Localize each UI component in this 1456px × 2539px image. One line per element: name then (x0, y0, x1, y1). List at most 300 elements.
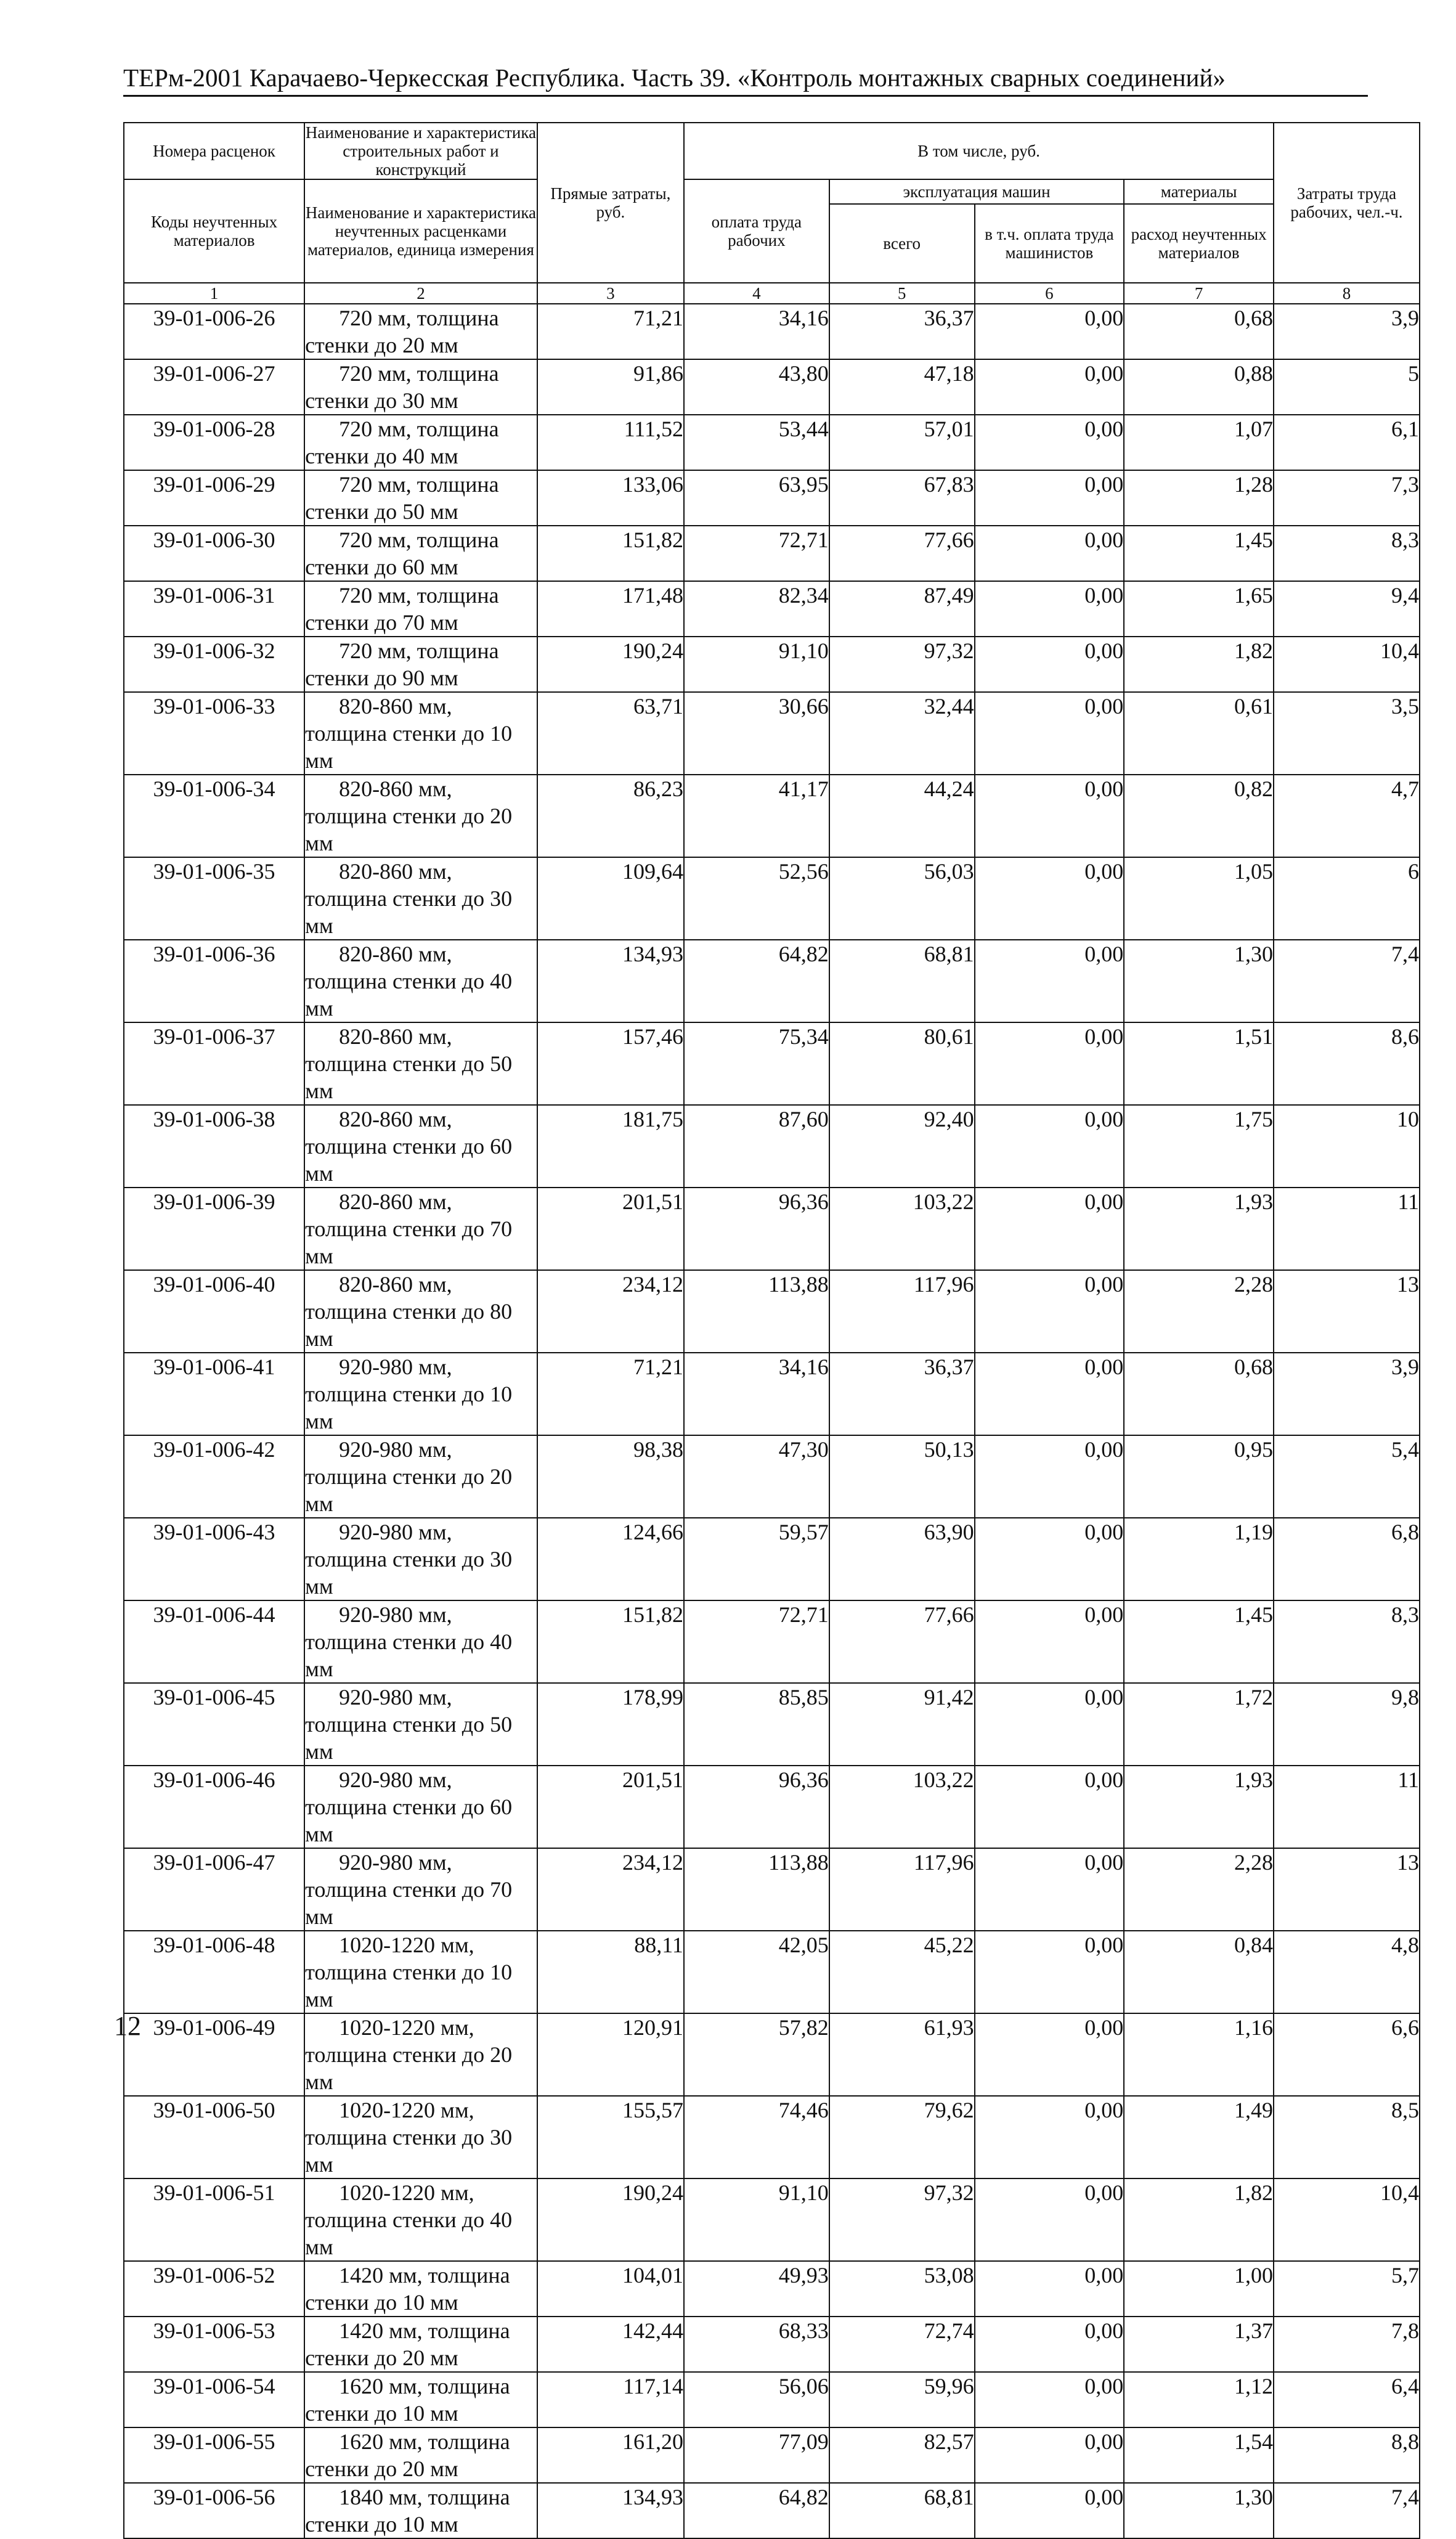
table-row (124, 2013, 1420, 2096)
rate-code: 39-01-006-31 (124, 581, 304, 637)
machines-total-cell: 97,32 (829, 2178, 975, 2261)
labor-hours-cell: 6,1 (1274, 415, 1420, 470)
machines-total-cell: 56,03 (829, 857, 975, 940)
machines-total-cell: 68,81 (829, 2483, 975, 2538)
labor-hours-cell: 4,7 (1274, 775, 1420, 857)
labor-pay-cell: 77,09 (684, 2427, 829, 2483)
machinists-pay-cell: 0,00 (975, 415, 1125, 470)
labor-pay-cell: 96,36 (684, 1188, 829, 1270)
column-number: 6 (975, 283, 1125, 304)
table-body (124, 304, 1420, 2538)
labor-hours-cell: 3,9 (1274, 1353, 1420, 1435)
table-row (124, 304, 1420, 359)
machinists-pay-cell: 0,00 (975, 526, 1125, 581)
machinists-pay-cell: 0,00 (975, 1931, 1125, 2013)
work-description: 920-980 мм, толщина стенки до 20 мм (304, 1435, 537, 1518)
work-description: 820-860 мм, толщина стенки до 60 мм (304, 1105, 537, 1188)
machines-total-cell: 36,37 (829, 1353, 975, 1435)
work-description: 920-980 мм, толщина стенки до 50 мм (304, 1683, 537, 1766)
labor-hours-cell: 5,7 (1274, 2261, 1420, 2317)
direct-costs-cell: 109,64 (537, 857, 684, 940)
table-row (124, 1848, 1420, 1931)
work-description: 920-980 мм, толщина стенки до 30 мм (304, 1518, 537, 1600)
machines-total-cell: 87,49 (829, 581, 975, 637)
machinists-pay-cell: 0,00 (975, 2261, 1125, 2317)
machinists-pay-cell: 0,00 (975, 1518, 1125, 1600)
labor-pay-cell: 82,34 (684, 581, 829, 637)
work-description: 1020-1220 мм, толщина стенки до 10 мм (304, 1931, 537, 2013)
rate-code: 39-01-006-34 (124, 775, 304, 857)
work-description: 1020-1220 мм, толщина стенки до 40 мм (304, 2178, 537, 2261)
labor-pay-cell: 91,10 (684, 2178, 829, 2261)
machinists-pay-cell: 0,00 (975, 637, 1125, 692)
work-description: 720 мм, толщина стенки до 20 мм (304, 304, 537, 359)
machinists-pay-cell: 0,00 (975, 359, 1125, 415)
labor-pay-cell: 57,82 (684, 2013, 829, 2096)
labor-hours-cell: 7,3 (1274, 470, 1420, 526)
machinists-pay-cell: 0,00 (975, 2483, 1125, 2538)
labor-pay-cell: 34,16 (684, 1353, 829, 1435)
labor-hours-cell: 6,6 (1274, 2013, 1420, 2096)
materials-cell: 1,82 (1124, 637, 1274, 692)
table-row (124, 1270, 1420, 1353)
direct-costs-cell: 178,99 (537, 1683, 684, 1766)
direct-costs-cell: 171,48 (537, 581, 684, 637)
labor-hours-cell: 10,4 (1274, 637, 1420, 692)
table-row (124, 1188, 1420, 1270)
direct-costs-cell: 86,23 (537, 775, 684, 857)
machinists-pay-cell: 0,00 (975, 1105, 1125, 1188)
materials-cell: 1,30 (1124, 940, 1274, 1022)
table-row (124, 2427, 1420, 2483)
labor-hours-cell: 9,4 (1274, 581, 1420, 637)
labor-hours-cell: 8,6 (1274, 1022, 1420, 1105)
table-row (124, 1022, 1420, 1105)
labor-hours-cell: 3,5 (1274, 692, 1420, 775)
machines-total-cell: 53,08 (829, 2261, 975, 2317)
machines-total-cell: 67,83 (829, 470, 975, 526)
work-description: 920-980 мм, толщина стенки до 10 мм (304, 1353, 537, 1435)
head-work-name: Наименование и характеристика строительных работ и конструкций (305, 123, 537, 179)
materials-cell: 1,72 (1124, 1683, 1274, 1766)
machines-total-cell: 103,22 (829, 1766, 975, 1848)
labor-hours-cell: 6 (1274, 857, 1420, 940)
head-material-name: Наименование и характеристика неучтенных расценками материалов, единица измерения (304, 179, 537, 283)
head-direct-costs: Прямые затраты, руб. (537, 123, 684, 283)
machines-total-cell: 103,22 (829, 1188, 975, 1270)
column-numbers-row (124, 283, 1420, 304)
rate-code: 39-01-006-54 (124, 2372, 304, 2427)
machinists-pay-cell: 0,00 (975, 2427, 1125, 2483)
direct-costs-cell: 151,82 (537, 1600, 684, 1683)
work-description: 820-860 мм, толщина стенки до 40 мм (304, 940, 537, 1022)
labor-hours-cell: 9,8 (1274, 1683, 1420, 1766)
materials-cell: 1,28 (1124, 470, 1274, 526)
machinists-pay-cell: 0,00 (975, 1270, 1125, 1353)
table-row (124, 2372, 1420, 2427)
labor-pay-cell: 30,66 (684, 692, 829, 775)
work-description: 920-980 мм, толщина стенки до 60 мм (304, 1766, 537, 1848)
materials-cell: 2,28 (1124, 1270, 1274, 1353)
materials-cell: 1,93 (1124, 1766, 1274, 1848)
work-description: 820-860 мм, толщина стенки до 50 мм (304, 1022, 537, 1105)
labor-pay-cell: 59,57 (684, 1518, 829, 1600)
labor-pay-cell: 41,17 (684, 775, 829, 857)
work-description: 820-860 мм, толщина стенки до 70 мм (304, 1188, 537, 1270)
table-row (124, 415, 1420, 470)
labor-hours-cell: 11 (1274, 1766, 1420, 1848)
work-description: 1620 мм, толщина стенки до 20 мм (304, 2427, 537, 2483)
machines-total-cell: 45,22 (829, 1931, 975, 2013)
column-number: 8 (1274, 283, 1420, 304)
machines-total-cell: 68,81 (829, 940, 975, 1022)
rate-code: 39-01-006-29 (124, 470, 304, 526)
materials-cell: 1,37 (1124, 2317, 1274, 2372)
rate-code: 39-01-006-49 (124, 2013, 304, 2096)
machinists-pay-cell: 0,00 (975, 1848, 1125, 1931)
machinists-pay-cell: 0,00 (975, 2096, 1125, 2178)
labor-hours-cell: 13 (1274, 1270, 1420, 1353)
table-row (124, 1766, 1420, 1848)
machinists-pay-cell: 0,00 (975, 1188, 1125, 1270)
rate-code: 39-01-006-39 (124, 1188, 304, 1270)
table-row (124, 359, 1420, 415)
work-description: 820-860 мм, толщина стенки до 30 мм (304, 857, 537, 940)
work-description: 1020-1220 мм, толщина стенки до 20 мм (304, 2013, 537, 2096)
table-row (124, 1435, 1420, 1518)
table-row (124, 2317, 1420, 2372)
rate-code: 39-01-006-40 (124, 1270, 304, 1353)
work-description: 720 мм, толщина стенки до 50 мм (304, 470, 537, 526)
rate-code: 39-01-006-38 (124, 1105, 304, 1188)
labor-hours-cell: 8,5 (1274, 2096, 1420, 2178)
rate-code: 39-01-006-41 (124, 1353, 304, 1435)
labor-pay-cell: 64,82 (684, 940, 829, 1022)
work-description: 720 мм, толщина стенки до 70 мм (304, 581, 537, 637)
labor-hours-cell: 8,3 (1274, 526, 1420, 581)
materials-cell: 1,51 (1124, 1022, 1274, 1105)
direct-costs-cell: 117,14 (537, 2372, 684, 2427)
labor-pay-cell: 85,85 (684, 1683, 829, 1766)
labor-pay-cell: 75,34 (684, 1022, 829, 1105)
labor-hours-cell: 10 (1274, 1105, 1420, 1188)
table-row (124, 2261, 1420, 2317)
labor-pay-cell: 42,05 (684, 1931, 829, 2013)
table-row (124, 1105, 1420, 1188)
materials-cell: 0,95 (1124, 1435, 1274, 1518)
direct-costs-cell: 142,44 (537, 2317, 684, 2372)
machinists-pay-cell: 0,00 (975, 857, 1125, 940)
machines-total-cell: 44,24 (829, 775, 975, 857)
rate-code: 39-01-006-35 (124, 857, 304, 940)
labor-hours-cell: 7,8 (1274, 2317, 1420, 2372)
materials-cell: 1,65 (1124, 581, 1274, 637)
machines-total-cell: 92,40 (829, 1105, 975, 1188)
labor-pay-cell: 113,88 (684, 1270, 829, 1353)
machinists-pay-cell: 0,00 (975, 692, 1125, 775)
labor-hours-cell: 5,4 (1274, 1435, 1420, 1518)
machinists-pay-cell: 0,00 (975, 775, 1125, 857)
table-row (124, 2096, 1420, 2178)
materials-cell: 0,84 (1124, 1931, 1274, 2013)
direct-costs-cell: 201,51 (537, 1188, 684, 1270)
labor-pay-cell: 34,16 (684, 304, 829, 359)
materials-cell: 0,82 (1124, 775, 1274, 857)
labor-pay-cell: 96,36 (684, 1766, 829, 1848)
machinists-pay-cell: 0,00 (975, 1600, 1125, 1683)
rate-code: 39-01-006-32 (124, 637, 304, 692)
machinists-pay-cell: 0,00 (975, 581, 1125, 637)
head-machines-total: всего (829, 204, 975, 283)
table-head (124, 123, 1420, 304)
head-unaccounted-materials: расход неучтенных материалов (1124, 204, 1274, 283)
table-row (124, 857, 1420, 940)
direct-costs-cell: 155,57 (537, 2096, 684, 2178)
head-including: В том числе, руб. (684, 123, 1274, 179)
labor-pay-cell: 87,60 (684, 1105, 829, 1188)
head-labor-hours: Затраты труда рабочих, чел.-ч. (1274, 123, 1420, 283)
direct-costs-cell: 71,21 (537, 1353, 684, 1435)
direct-costs-cell: 201,51 (537, 1766, 684, 1848)
table-row (124, 1518, 1420, 1600)
table-row (124, 2178, 1420, 2261)
machinists-pay-cell: 0,00 (975, 304, 1125, 359)
machinists-pay-cell: 0,00 (975, 2013, 1125, 2096)
materials-cell: 1,16 (1124, 2013, 1274, 2096)
table-row (124, 1353, 1420, 1435)
materials-cell: 2,28 (1124, 1848, 1274, 1931)
machines-total-cell: 50,13 (829, 1435, 975, 1518)
machinists-pay-cell: 0,00 (975, 940, 1125, 1022)
head-material-codes: Коды неучтенных материалов (124, 179, 304, 283)
machinists-pay-cell: 0,00 (975, 1766, 1125, 1848)
rate-code: 39-01-006-52 (124, 2261, 304, 2317)
direct-costs-cell: 104,01 (537, 2261, 684, 2317)
machinists-pay-cell: 0,00 (975, 1435, 1125, 1518)
rate-code: 39-01-006-26 (124, 304, 304, 359)
materials-cell: 0,88 (1124, 359, 1274, 415)
labor-hours-cell: 6,4 (1274, 2372, 1420, 2427)
page-number: 12 (114, 2011, 141, 2041)
labor-hours-cell: 8,3 (1274, 1600, 1420, 1683)
materials-cell: 1,75 (1124, 1105, 1274, 1188)
machinists-pay-cell: 0,00 (975, 1022, 1125, 1105)
head-machinists-pay: в т.ч. оплата труда машинистов (975, 204, 1125, 283)
machinists-pay-cell: 0,00 (975, 1353, 1125, 1435)
work-description: 1840 мм, толщина стенки до 10 мм (304, 2483, 537, 2538)
work-description: 920-980 мм, толщина стенки до 40 мм (304, 1600, 537, 1683)
direct-costs-cell: 111,52 (537, 415, 684, 470)
materials-cell: 0,68 (1124, 304, 1274, 359)
direct-costs-cell: 98,38 (537, 1435, 684, 1518)
labor-pay-cell: 72,71 (684, 1600, 829, 1683)
labor-hours-cell: 5 (1274, 359, 1420, 415)
labor-hours-cell: 3,9 (1274, 304, 1420, 359)
labor-pay-cell: 56,06 (684, 2372, 829, 2427)
rate-code: 39-01-006-36 (124, 940, 304, 1022)
machines-total-cell: 32,44 (829, 692, 975, 775)
work-description: 1620 мм, толщина стенки до 10 мм (304, 2372, 537, 2427)
machines-total-cell: 77,66 (829, 526, 975, 581)
machines-total-cell: 61,93 (829, 2013, 975, 2096)
direct-costs-cell: 91,86 (537, 359, 684, 415)
work-description: 1020-1220 мм, толщина стенки до 30 мм (304, 2096, 537, 2178)
work-description: 820-860 мм, толщина стенки до 20 мм (304, 775, 537, 857)
rate-code: 39-01-006-28 (124, 415, 304, 470)
direct-costs-cell: 88,11 (537, 1931, 684, 2013)
labor-pay-cell: 91,10 (684, 637, 829, 692)
labor-hours-cell: 6,8 (1274, 1518, 1420, 1600)
labor-hours-cell: 13 (1274, 1848, 1420, 1931)
materials-cell: 1,54 (1124, 2427, 1274, 2483)
table-row (124, 692, 1420, 775)
labor-pay-cell: 53,44 (684, 415, 829, 470)
labor-pay-cell: 63,95 (684, 470, 829, 526)
machinists-pay-cell: 0,00 (975, 1683, 1125, 1766)
table-row (124, 1600, 1420, 1683)
labor-hours-cell: 7,4 (1274, 2483, 1420, 2538)
column-number: 2 (304, 283, 537, 304)
machinists-pay-cell: 0,00 (975, 2317, 1125, 2372)
materials-cell: 1,00 (1124, 2261, 1274, 2317)
direct-costs-cell: 124,66 (537, 1518, 684, 1600)
machines-total-cell: 79,62 (829, 2096, 975, 2178)
rate-code: 39-01-006-30 (124, 526, 304, 581)
direct-costs-cell: 134,93 (537, 940, 684, 1022)
materials-cell: 1,82 (1124, 2178, 1274, 2261)
work-description: 820-860 мм, толщина стенки до 80 мм (304, 1270, 537, 1353)
machines-total-cell: 77,66 (829, 1600, 975, 1683)
rate-code: 39-01-006-37 (124, 1022, 304, 1105)
direct-costs-cell: 234,12 (537, 1848, 684, 1931)
table-row (124, 775, 1420, 857)
machines-total-cell: 36,37 (829, 304, 975, 359)
work-description: 1420 мм, толщина стенки до 20 мм (304, 2317, 537, 2372)
labor-pay-cell: 47,30 (684, 1435, 829, 1518)
direct-costs-cell: 234,12 (537, 1270, 684, 1353)
rate-code: 39-01-006-47 (124, 1848, 304, 1931)
table-row (124, 470, 1420, 526)
labor-pay-cell: 74,46 (684, 2096, 829, 2178)
direct-costs-cell: 133,06 (537, 470, 684, 526)
labor-pay-cell: 64,82 (684, 2483, 829, 2538)
labor-hours-cell: 8,8 (1274, 2427, 1420, 2483)
rate-code: 39-01-006-53 (124, 2317, 304, 2372)
column-number: 4 (684, 283, 829, 304)
materials-cell: 1,93 (1124, 1188, 1274, 1270)
rate-code: 39-01-006-56 (124, 2483, 304, 2538)
rate-code: 39-01-006-45 (124, 1683, 304, 1766)
rate-code: 39-01-006-27 (124, 359, 304, 415)
work-description: 1420 мм, толщина стенки до 10 мм (304, 2261, 537, 2317)
direct-costs-cell: 157,46 (537, 1022, 684, 1105)
direct-costs-cell: 63,71 (537, 692, 684, 775)
labor-pay-cell: 52,56 (684, 857, 829, 940)
rate-code: 39-01-006-42 (124, 1435, 304, 1518)
materials-cell: 1,30 (1124, 2483, 1274, 2538)
work-description: 720 мм, толщина стенки до 40 мм (304, 415, 537, 470)
materials-cell: 1,45 (1124, 1600, 1274, 1683)
direct-costs-cell: 134,93 (537, 2483, 684, 2538)
machinists-pay-cell: 0,00 (975, 2178, 1125, 2261)
materials-cell: 0,68 (1124, 1353, 1274, 1435)
direct-costs-cell: 151,82 (537, 526, 684, 581)
rate-code: 39-01-006-55 (124, 2427, 304, 2483)
work-description: 920-980 мм, толщина стенки до 70 мм (304, 1848, 537, 1931)
labor-hours-cell: 10,4 (1274, 2178, 1420, 2261)
table-row (124, 1683, 1420, 1766)
machines-total-cell: 57,01 (829, 415, 975, 470)
machines-total-cell: 82,57 (829, 2427, 975, 2483)
labor-pay-cell: 113,88 (684, 1848, 829, 1931)
rate-code: 39-01-006-44 (124, 1600, 304, 1683)
labor-pay-cell: 68,33 (684, 2317, 829, 2372)
materials-cell: 1,05 (1124, 857, 1274, 940)
materials-cell: 0,61 (1124, 692, 1274, 775)
direct-costs-cell: 190,24 (537, 2178, 684, 2261)
materials-cell: 1,12 (1124, 2372, 1274, 2427)
materials-cell: 1,19 (1124, 1518, 1274, 1600)
work-description: 720 мм, толщина стенки до 90 мм (304, 637, 537, 692)
direct-costs-cell: 120,91 (537, 2013, 684, 2096)
materials-cell: 1,07 (1124, 415, 1274, 470)
labor-hours-cell: 11 (1274, 1188, 1420, 1270)
labor-hours-cell: 4,8 (1274, 1931, 1420, 2013)
rate-code: 39-01-006-51 (124, 2178, 304, 2261)
machines-total-cell: 47,18 (829, 359, 975, 415)
materials-cell: 1,45 (1124, 526, 1274, 581)
direct-costs-cell: 181,75 (537, 1105, 684, 1188)
head-rate-numbers: Номера расценок (124, 123, 304, 179)
head-materials: материалы (1124, 179, 1274, 204)
head-labor-pay: оплата труда рабочих (684, 179, 829, 283)
rate-code: 39-01-006-43 (124, 1518, 304, 1600)
table-row (124, 940, 1420, 1022)
labor-pay-cell: 43,80 (684, 359, 829, 415)
labor-pay-cell: 72,71 (684, 526, 829, 581)
table-row (124, 526, 1420, 581)
machines-total-cell: 72,74 (829, 2317, 975, 2372)
labor-pay-cell: 49,93 (684, 2261, 829, 2317)
column-number: 1 (124, 283, 304, 304)
rates-table (123, 122, 1420, 2539)
machines-total-cell: 91,42 (829, 1683, 975, 1766)
rate-code: 39-01-006-48 (124, 1931, 304, 2013)
labor-hours-cell: 7,4 (1274, 940, 1420, 1022)
machines-total-cell: 63,90 (829, 1518, 975, 1600)
machinists-pay-cell: 0,00 (975, 2372, 1125, 2427)
head-machine-operation: эксплуатация машин (829, 179, 1125, 204)
table-row (124, 637, 1420, 692)
rate-code: 39-01-006-46 (124, 1766, 304, 1848)
table-row (124, 581, 1420, 637)
work-description: 720 мм, толщина стенки до 30 мм (304, 359, 537, 415)
rate-code: 39-01-006-33 (124, 692, 304, 775)
machines-total-cell: 59,96 (829, 2372, 975, 2427)
machines-total-cell: 80,61 (829, 1022, 975, 1105)
column-number: 5 (829, 283, 975, 304)
page-header: ТЕРм-2001 Карачаево-Черкесская Республика. Часть 39. «Контроль монтажных сварных соединений» (123, 62, 1368, 97)
table-row (124, 1931, 1420, 2013)
direct-costs-cell: 71,21 (537, 304, 684, 359)
machines-total-cell: 117,96 (829, 1270, 975, 1353)
column-number: 7 (1124, 283, 1274, 304)
machines-total-cell: 97,32 (829, 637, 975, 692)
rate-code: 39-01-006-50 (124, 2096, 304, 2178)
work-description: 720 мм, толщина стенки до 60 мм (304, 526, 537, 581)
direct-costs-cell: 190,24 (537, 637, 684, 692)
column-number: 3 (537, 283, 684, 304)
